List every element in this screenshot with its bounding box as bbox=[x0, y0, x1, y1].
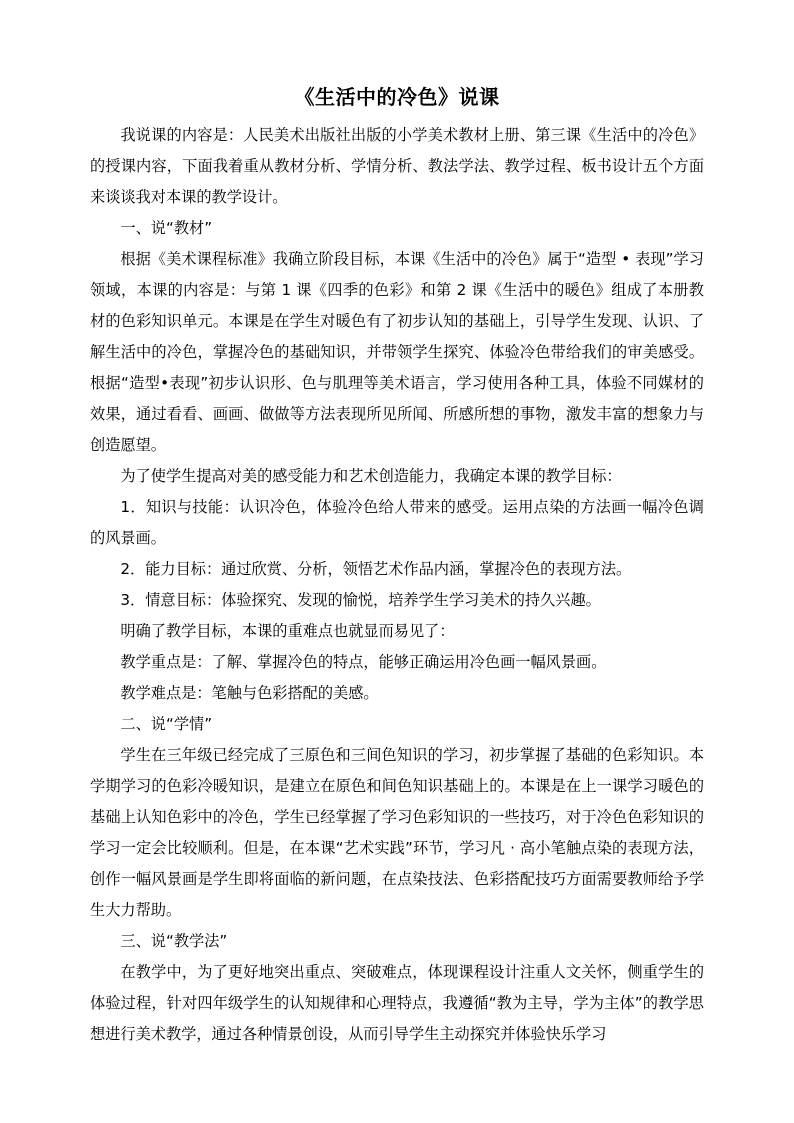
objectives-intro-paragraph: 为了使学生提高对美的感受能力和艺术创造能力，我确定本课的教学目标： bbox=[120, 467, 622, 485]
intro-paragraph: 我说课的内容是：人民美术出版社出版的小学美术教材上册、第三课《生活中的冷色》的授课内容，下面我着重从教材分析、学情分析、教法学法、教学过程、板书设计五个方面来谈谈我对本课的教学设计。 bbox=[90, 126, 704, 206]
learners-paragraph: 学生在三年级已经完成了三原色和三间色知识的学习，初步掌握了基础的色彩知识。本学期学习的色彩冷暖知识，是建立在原色和间色知识基础上的。本课是在上一课学习暖色的基础上认知色彩中的冷色，学生已经掌握了学习色彩知识的一些技巧，对于冷色色彩知识的学习一定会比较顺利。但是，在本课“艺术实践”环节，学习凡 · 高小笔触点染的表现方法，创作一幅风景画是学生即将面临的新问题，在点染技法、色彩搭配技巧方面需要教师给予学生大力帮助。 bbox=[90, 746, 704, 919]
section-heading-methods: 三、说“教学法” bbox=[120, 932, 228, 950]
objective-emotion: 3．情意目标：体验探究、发现的愉悦，培养学生学习美术的持久兴趣。 bbox=[120, 591, 601, 609]
section-heading-learners: 二、说“学情” bbox=[120, 715, 213, 733]
key-points-intro: 明确了教学目标，本课的重难点也就显而易见了： bbox=[120, 622, 455, 640]
textbook-paragraph: 根据《美术课程标准》我确立阶段目标，本课《生活中的冷色》属于“造型 • 表现”学习领域，本课的内容是：与第 1 课《四季的色彩》和第 2 课《生活中的暖色》组成了本册教材的色彩知识单元。本课是在学生对暖色有了初步认知的基础上，引导学生发现、认识、了解生活中的冷色，掌握冷色的基础知识，并带领学生探究、体验冷色带给我们的审美感受。根据“造型•表现”初步认识形、色与肌理等美术语言，学习使用各种工具，体验不同媒材的效果，通过看看、画画、做做等方法表现所见所闻、所感所想的事物，激发丰富的想象力与创造愿望。 bbox=[90, 250, 704, 454]
section-heading-textbook: 一、说“教材” bbox=[120, 219, 213, 237]
methods-paragraph: 在教学中，为了更好地突出重点、突破难点，体现课程设计注重人文关怀，侧重学生的体验过程，针对四年级学生的认知规律和心理特点，我遵循“教为主导，学为主体”的教学思想进行美术教学，通过各种情景创设，从而引导学生主动探究并体验快乐学习 bbox=[90, 963, 704, 1043]
document-body bbox=[90, 120, 704, 1050]
objective-knowledge-skills: 1．知识与技能：认识冷色，体验冷色给人带来的感受。运用点染的方法画一幅冷色调的风景画。 bbox=[90, 498, 704, 547]
teaching-difficulty: 教学难点是：笔触与色彩搭配的美感。 bbox=[120, 684, 379, 702]
teaching-key-point: 教学重点是：了解、掌握冷色的特点，能够正确运用冷色画一幅风景画。 bbox=[120, 653, 607, 671]
objective-ability: 2．能力目标：通过欣赏、分析，领悟艺术作品内涵，掌握冷色的表现方法。 bbox=[120, 560, 632, 578]
document-title: 《生活中的冷色》说课 bbox=[294, 85, 500, 109]
